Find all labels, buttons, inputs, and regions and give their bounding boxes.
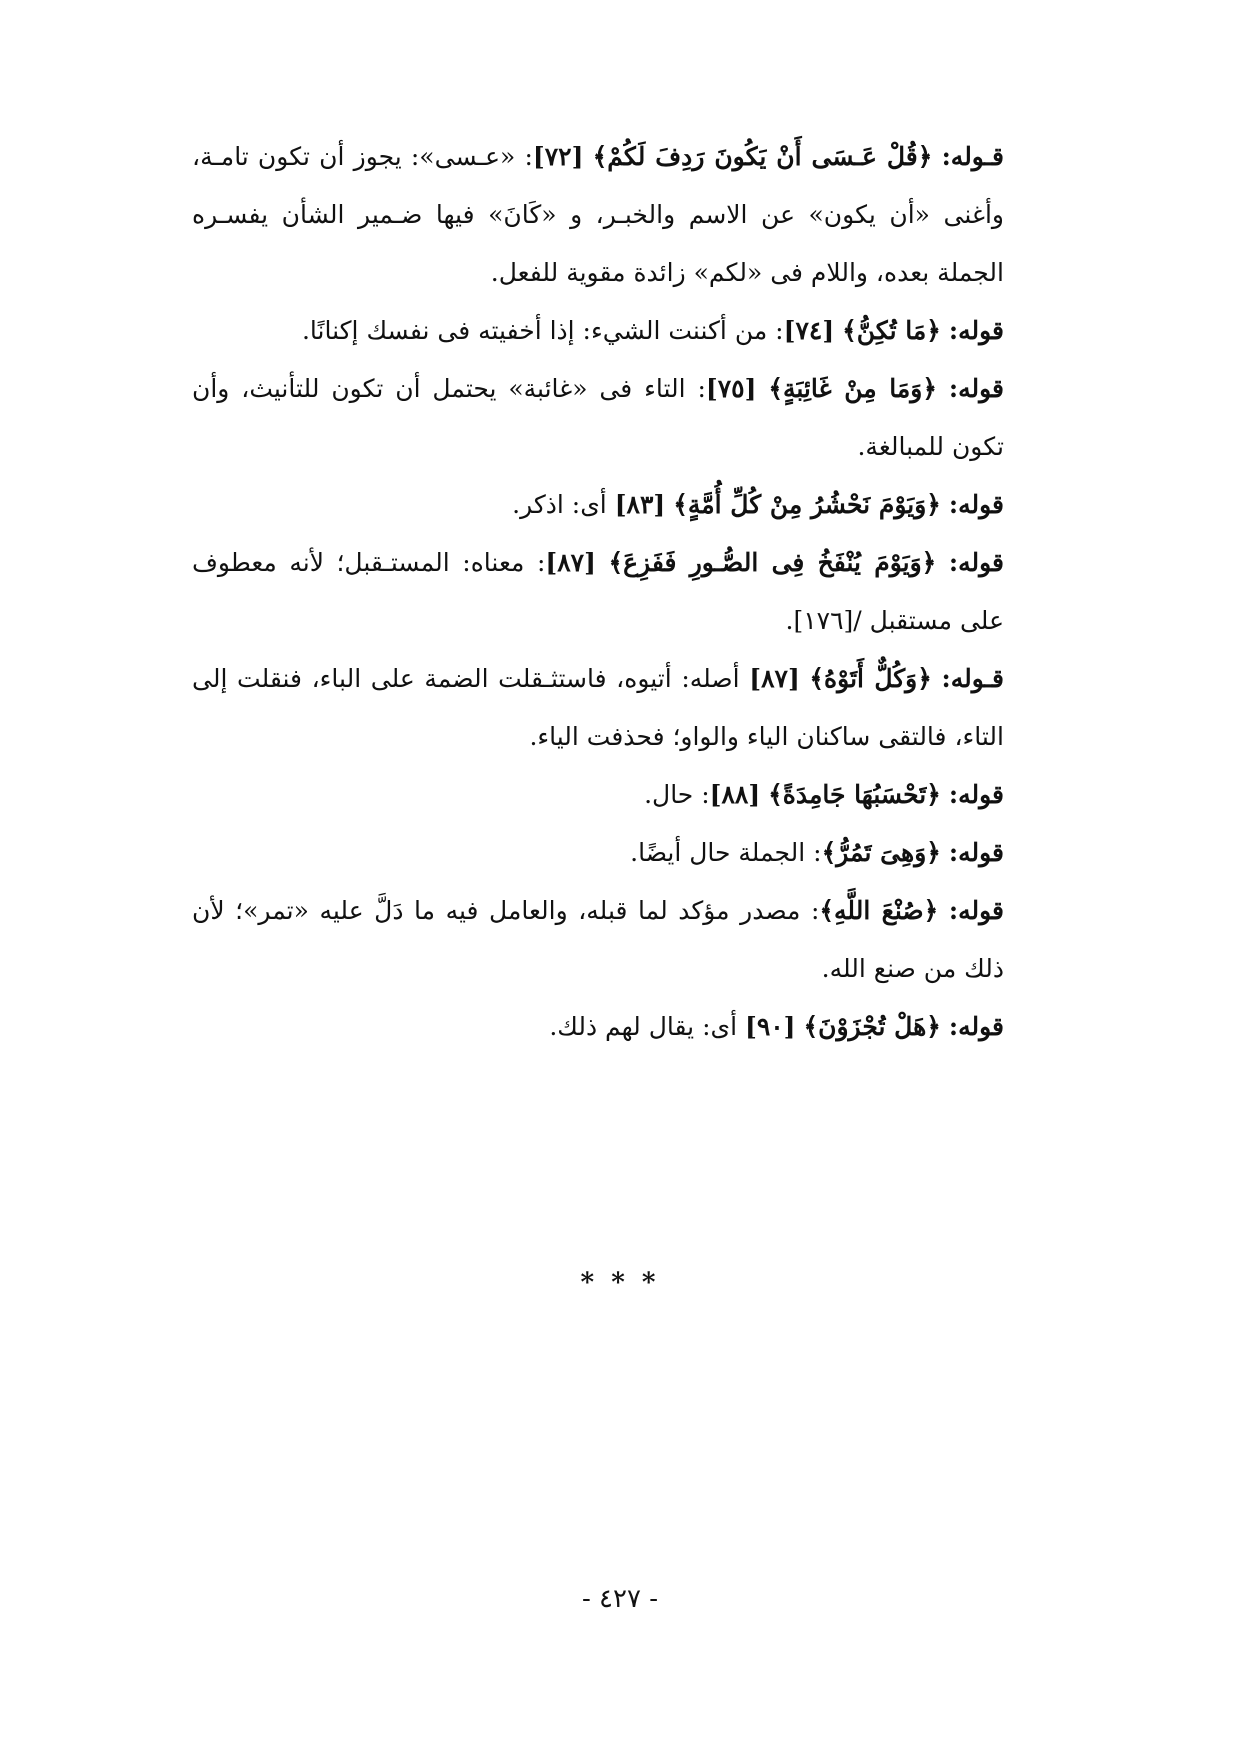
entry-paragraph [192,476,1056,534]
entry-label: قـوله: [941,142,1005,171]
entry-paragraph [192,302,1056,360]
verse-reference: [٧٤] [783,316,835,345]
entry-commentary: : الجملة حال أيضًا. [630,838,822,867]
entry-paragraph [192,534,1056,650]
verse-reference: [٨٨] [709,780,761,809]
verse-reference: [٨٧] [545,548,596,577]
entry-paragraph [192,650,1056,766]
verse-reference: [٧٥] [705,374,757,403]
quran-verse: ﴿وَمَا مِنْ غَائِبَةٍ﴾ [768,374,937,403]
quran-verse: ﴿تَحْسَبُهَا جَامِدَةً﴾ [768,780,941,809]
entry-paragraph [192,128,1056,302]
quran-verse: ﴿صُنْعَ اللَّهِ﴾ [819,896,939,925]
quran-verse: ﴿وَكُلٌّ أَتَوْهُ﴾ [809,664,932,693]
entry-label: قوله: [948,896,1004,925]
entry-label: قوله: [948,838,1004,867]
quran-verse: ﴿قُلْ عَـسَى أَنْ يَكُونَ رَدِفَ لَكُمْ﴾ [592,142,933,171]
entry-paragraph [192,882,1056,998]
entry-label: قوله: [948,374,1005,403]
entry-commentary: : التاء فى «غائبة» يحتمل أن تكون للتأنيث، وأن تكون للمبالغة. [192,374,1004,461]
page-body [192,128,1056,1056]
entry-commentary: أى: يقال لهم ذلك. [549,1012,745,1041]
entry-paragraph [192,360,1056,476]
entry-commentary: أى: اذكر. [512,490,615,519]
entry-paragraph [192,824,1056,882]
section-divider: * * * [580,1268,660,1298]
entry-commentary: : «عـسى»: يجوز أن تكون تامـة، وأغنى «أن يكون» عن الاسم والخبـر، و «كَانَ» فيها ضـمير الشأن يفسـره الجملة بعده، واللام فى «لكم» زائدة مقوية للفعل. [192,142,1004,287]
verse-reference: [٩٠] [744,1012,796,1041]
quran-verse: ﴿وَيَوْمَ يُنْفَخُ فِى الصُّـورِ فَفَزِعَ﴾ [608,548,937,577]
entry-label: قوله: [948,1012,1004,1041]
entry-label: قوله: [948,548,1004,577]
entry-commentary: : مصدر مؤكد لما قبله، والعامل فيه ما دَلَّ عليه «تمر»؛ لأن ذلك من صنع الله. [192,896,1004,983]
entry-commentary: : حال. [644,780,710,809]
entry-label: قـوله: [941,664,1004,693]
quran-verse: ﴿وَيَوْمَ نَحْشُرُ مِنْ كُلِّ أُمَّةٍ﴾ [673,490,941,519]
verse-reference: [٧٢] [532,142,584,171]
entry-commentary: : من أكننت الشيء: إذا أخفيته فى نفسك إكنانًا. [301,316,784,345]
quran-verse: ﴿مَا تُكِنُّ﴾ [842,316,941,345]
entry-commentary: أصله: أتيوه، فاستثـقلت الضمة على الباء، فنقلت إلى التاء، فالتقى ساكنان الياء والواو؛ فحذفت الياء. [192,664,1004,751]
entry-label: قوله: [948,316,1004,345]
verse-reference: [٨٧] [749,664,800,693]
entry-commentary: : معناه: المستـقبل؛ لأنه معطوف على مستقبل /[١٧٦]. [192,548,1004,635]
quran-verse: ﴿هَلْ تُجْزَوْنَ﴾ [803,1012,941,1041]
entry-paragraph [192,998,1056,1056]
entry-label: قوله: [948,780,1004,809]
verse-reference: [٨٣] [614,490,666,519]
page-number: - ٤٢٧ - [581,1584,659,1614]
quran-verse: ﴿وَهِىَ تَمُرُّ﴾ [821,838,941,867]
entry-label: قوله: [948,490,1004,519]
entry-paragraph [192,766,1056,824]
